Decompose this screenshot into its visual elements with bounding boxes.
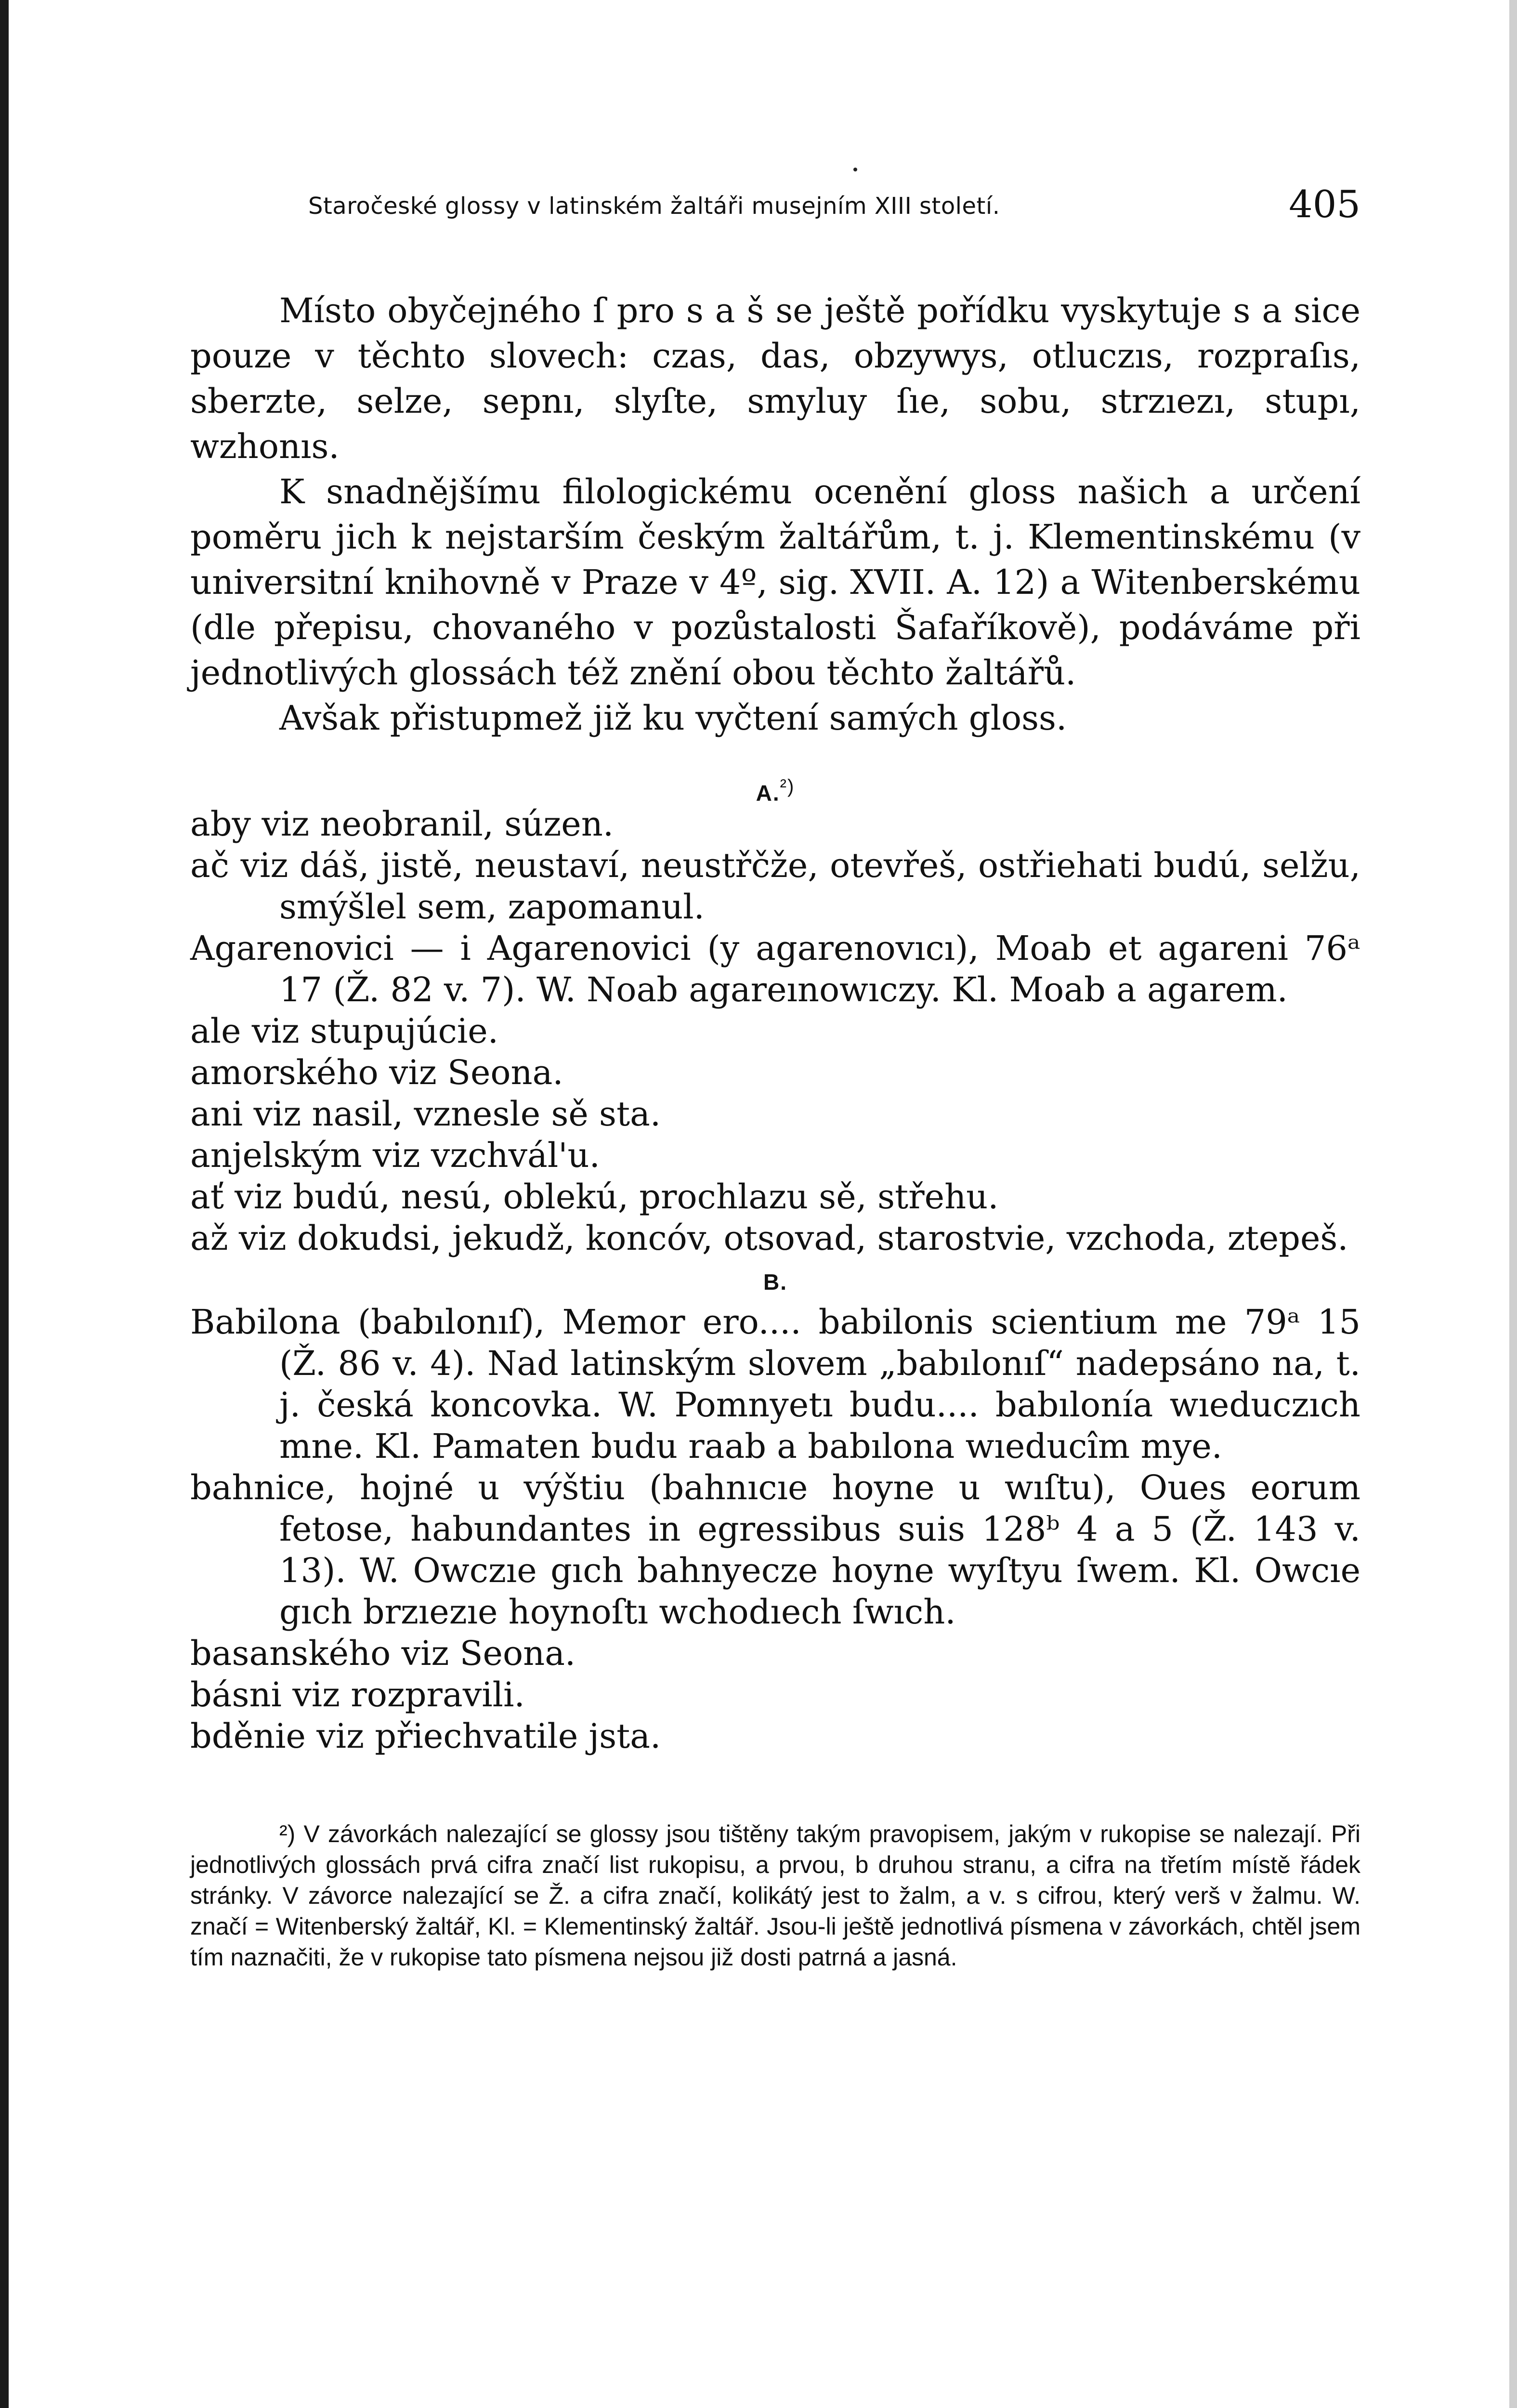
page-right-edge [1509,0,1517,2408]
glossary-entry: ať viz budú, nesú, oblekú, prochlazu sě, střehu. [190,1177,999,1217]
page-header [190,183,1360,231]
page-left-edge [0,0,9,2408]
intro-paragraph: Místo obyčejného ſ pro s a š se ještě pořídku vyskytuje s a sice pouze v těchto slovech: czas, das, obzywys, otluczıs, rozpraſıs, sberzte, selze, sepnı, slyſte, smyluy ſıe, sobu, strzıezı, stupı, wzhonıs. [190,291,1360,466]
glossary-entry: amorského viz Seona. [190,1053,563,1092]
page-number: 405 [1289,183,1360,226]
glossary-entry: bděnie viz přiechvatile jsta. [190,1716,661,1756]
glossary-entries-a [190,803,1360,1259]
running-title: Staročeské glossy v latinském žaltáři musejním XIII století. [308,193,1000,220]
intro-text [190,288,1360,741]
glossary-entry: Agarenovici — i Agarenovici (y agarenovıcı), Moab et agareni 76ᵃ 17 (Ž. 82 v. 7). W. Noab agareınowıczy. Kl. Moab a agarem. [190,929,1360,1009]
glossary-entry: Babilona (babılonıſ), Memor ero.... babilonis scientium me 79ᵃ 15 (Ž. 86 v. 4). Nad latinským slovem „babılonıſ“ nadepsáno na, t. j. česká koncovka. W. Pomnyetı budu.... babılonía wıeduczıch mne. Kl. Pamaten budu raab a babılona wıeducîm mye. [190,1302,1360,1466]
footnote [190,1819,1360,1973]
section-heading-b [190,1263,1360,1301]
section-letter-a: A. [756,780,780,806]
glossary-entry: až viz dokudsi, jekudž, koncóv, otsovad, starostvie, vzchoda, ztepeš. [190,1218,1348,1258]
glossary-entry: bahnice, hojné u výštiu (bahnıcıe hoyne u wıſtu), Oues eorum fetose, habundantes in egressibus suis 128ᵇ 4 a 5 (Ž. 143 v. 13). W. Owczıe gıch bahnyecze hoyne wyſtyu ſwem. Kl. Owcıe gıch brzıezıe hoynoſtı wchodıech ſwıch. [190,1468,1360,1632]
intro-paragraph: K snadnějšímu filologickému ocenění gloss našich a určení poměru jich k nejstarším českým žaltářům, t. j. Klementinskému (v universitní knihovně v Praze v 4º, sig. XVII. A. 12) a Witenberskému (dle přepisu, chovaného v pozůstalosti Šafaříkově), podáváme při jednotlivých glossách též znění obou těchto žaltářů. [190,472,1360,693]
section-heading-a [190,770,1360,806]
intro-paragraph: Avšak přistupmež již ku vyčtení samých gloss. [279,698,1067,738]
glossary-entry: basanského viz Seona. [190,1634,576,1673]
footnote-marker: ²) [780,776,795,797]
glossary-entry: básni viz rozpravili. [190,1675,525,1714]
glossary-entry: ani viz nasil, vznesle sě sta. [190,1094,661,1134]
glossary-entry: aby viz neobranil, súzen. [190,804,614,844]
section-letter-b: B. [763,1269,787,1295]
glossary-entry: ač viz dáš, jistě, neustaví, neustřčže, otevřeš, ostřiehati budú, selžu, smýšlel sem, zapomanul. [190,846,1360,927]
glossary-entries-b [190,1301,1360,1757]
glossary-entry: anjelským viz vzchvál'u. [190,1136,600,1175]
glossary-entry: ale viz stupujúcie. [190,1011,498,1051]
footnote-text: ²) V závorkách nalezající se glossy jsou tištěny takým pravopisem, jakým v rukopise se nalezají. Při jednotlivých glossách prvá cifra značí list rukopisu, a prvou, b druhou stranu, a cifra na třetím místě řádek stránky. V závorce nalezající se Ž. a cifra značí, kolikátý jest to žalm, a v. s cifrou, který verš v žalmu. W. značí = Witenberský žaltář, Kl. = Klementinský žaltář. Jsou-li ještě jednotlivá písmena v závorkách, chtěl jsem tím naznačiti, že v rukopise tato písmena nejsou již dosti patrná a jasná. [190,1820,1360,1971]
print-dot [853,168,857,171]
page [190,183,1360,1973]
